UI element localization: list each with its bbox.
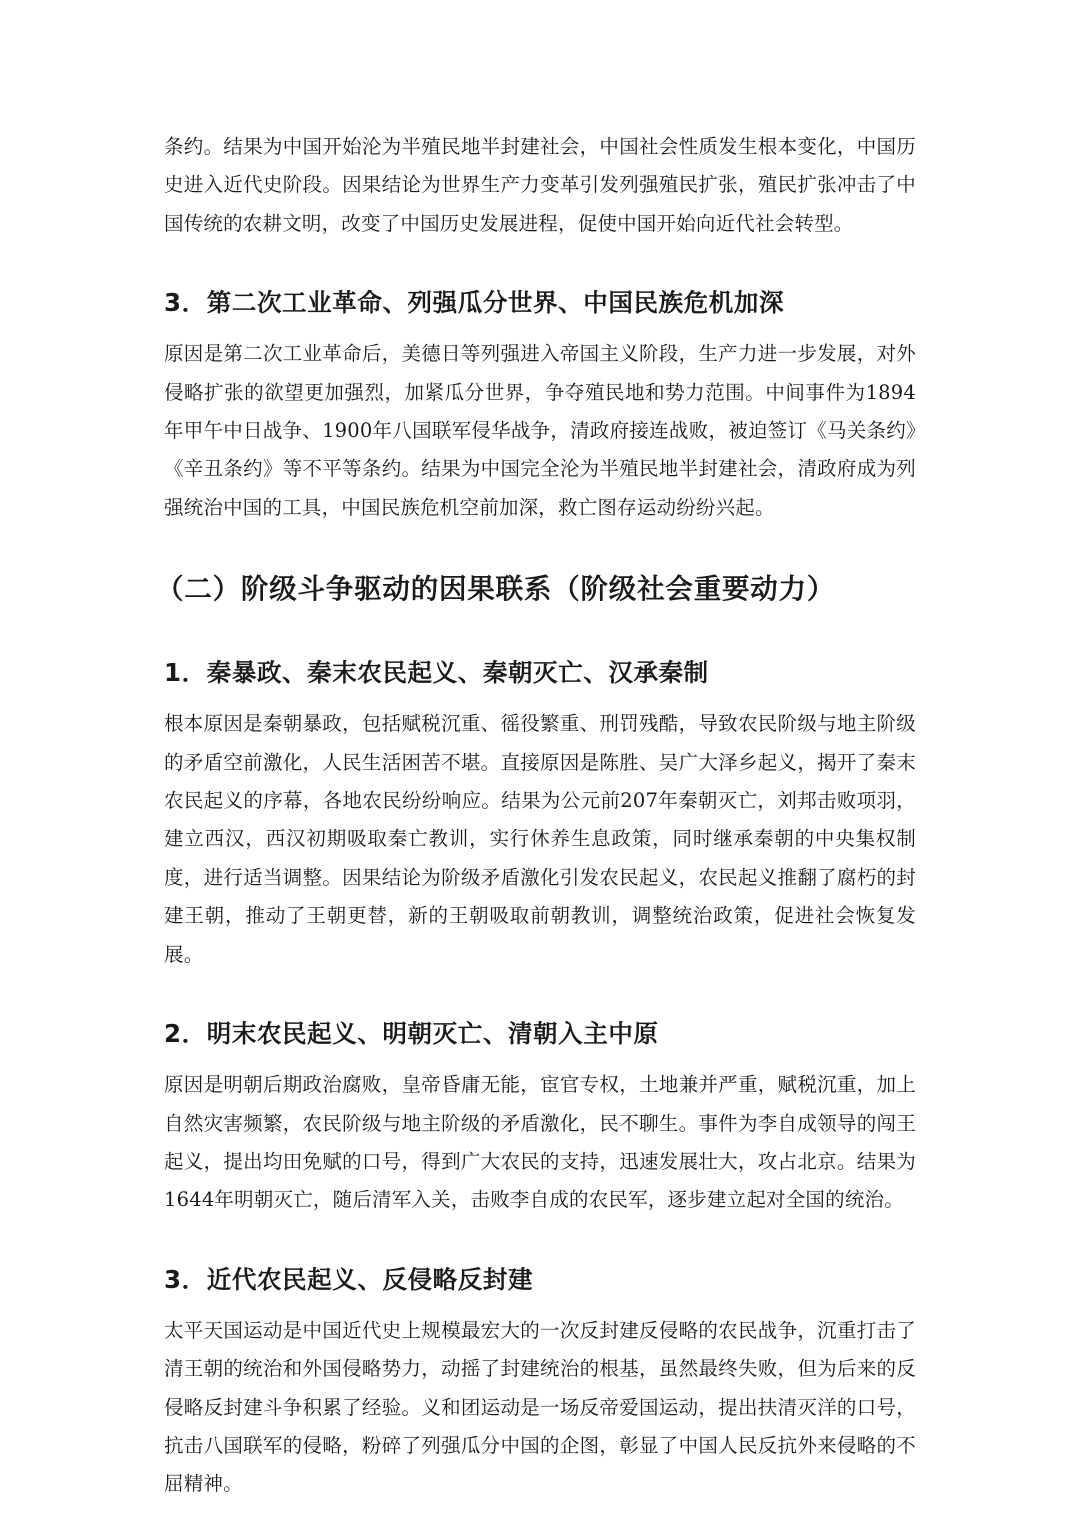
spacer <box>164 1298 916 1312</box>
paragraph-ming: 原因是明朝后期政治腐败，皇帝昏庸无能，宦官专权，土地兼并严重，赋税沉重，加上自然灾害频繁，农民阶级与地主阶级的矛盾激化，民不聊生。事件为李自成领导的闯王起义，提出均田免赋的口号，得到广大农民的支持，迅速发展壮大，攻占北京。结果为1644年明朝灭亡，随后清军入关，击败李自成的农民军，逐步建立起对全国的统治。 <box>164 1073 916 1212</box>
paragraph-modern: 太平天国运动是中国近代史上规模最宏大的一次反封建反侵略的农民战争，沉重打击了清王朝的统治和外国侵略势力，动摇了封建统治的根基，虽然最终失败，但为后来的反侵略反封建斗争积累了经验。义和团运动是一场反帝爱国运动，提出扶清灭洋的口号，抗击八国联军的侵略，粉碎了列强瓜分中国的企图，彰显了中国人民反抗外来侵略的不屈精神。 <box>164 1318 916 1496</box>
spacer <box>164 691 916 705</box>
heading-modern: 3．近代农民起义、反侵略反封建 <box>164 1264 534 1294</box>
spacer <box>164 243 916 285</box>
paragraph-industrial-revolution: 原因是第二次工业革命后，美德日等列强进入帝国主义阶段，生产力进一步发展，对外侵略扩张的欲望更加强烈，加紧瓜分世界，争夺殖民地和势力范围。中间事件为1894年甲午中日战争、1900年八国联军侵华战争，清政府接连战败，被迫签订《马关条约》《辛丑条约》等不平等条约。结果为中国完全沦为半殖民地半封建社会，清政府成为列强统治中国的工具，中国民族危机空前加深，救亡图存运动纷纷兴起。 <box>164 342 916 519</box>
spacer <box>164 1052 916 1066</box>
paragraph-qin: 根本原因是秦朝暴政，包括赋税沉重、徭役繁重、刑罚残酷，导致农民阶级与地主阶级的矛盾空前激化，人民生活困苦不堪。直接原因是陈胜、吴广大泽乡起义，揭开了秦末农民起义的序幕，各地农民纷纷响应。结果为公元前207年秦朝灭亡，刘邦击败项羽，建立西汉，西汉初期吸取秦亡教训，实行休养生息政策，同时继承秦朝的中央集权制度，进行适当调整。因果结论为阶级矛盾激化引发农民起义，农民起义推翻了腐朽的封建王朝，推动了王朝更替，新的王朝吸取前朝教训，调整统治政策，促进社会恢复发展。 <box>164 712 916 966</box>
spacer <box>164 974 916 1016</box>
document-page <box>156 128 916 1504</box>
spacer <box>164 527 916 569</box>
spacer <box>164 1220 916 1262</box>
paragraph-continuation: 条约。结果为中国开始沦为半殖民地半封建社会，中国社会性质发生根本变化，中国历史进入近代史阶段。因果结论为世界生产力变革引发列强殖民扩张，殖民扩张冲击了中国传统的农耕文明，改变了中国历史发展进程，促使中国开始向近代社会转型。 <box>164 135 916 235</box>
spacer <box>164 321 916 335</box>
heading-industrial-revolution: 3．第二次工业革命、列强瓜分世界、中国民族危机加深 <box>164 288 785 318</box>
heading-qin: 1．秦暴政、秦末农民起义、秦朝灭亡、汉承秦制 <box>164 658 709 688</box>
spacer <box>164 609 916 655</box>
heading-section-class-struggle: （二）阶级斗争驱动的因果联系（阶级社会重要动力） <box>156 573 836 606</box>
heading-ming: 2．明末农民起义、明朝灭亡、清朝入主中原 <box>164 1019 659 1049</box>
